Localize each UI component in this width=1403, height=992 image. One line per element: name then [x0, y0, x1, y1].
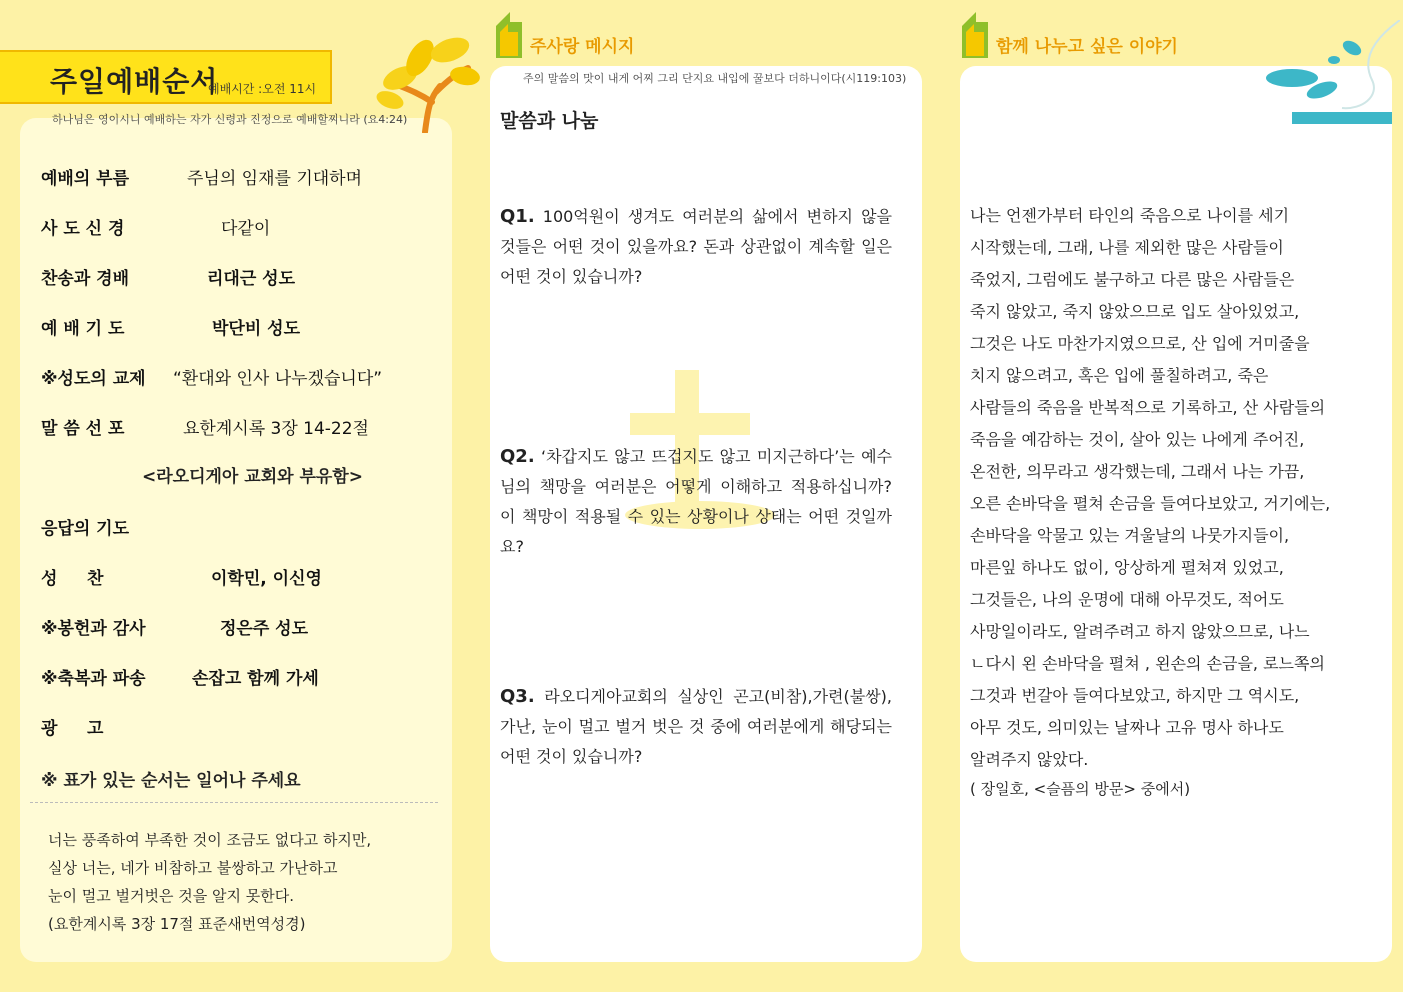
- order-label: ※축복과 파송: [41, 669, 146, 689]
- order-row-response: [41, 514, 129, 539]
- divider: [30, 802, 438, 803]
- essay-text: 나는 언젠가부터 타인의 죽음으로 나이를 세기 시작했는데, 그래, 나를 제외한 많은 사람들이 죽었지, 그럼에도 불구하고 다른 많은 사람들은 죽지 않았고, 죽지 않았으므로 입도 살아있었고, 그것은 나도 마찬가지였으므로, 산 입에 거미줄을 치지 않으려고, 혹은 입에 풀칠하려고, 죽은 사람들의 죽음을 반복적으로 기록하고, 산 사람들의 죽음을 예감하는 것이, 살아 있는 나에게 주어진, 온전한, 의무라고 생각했는데, 그래서 나는 가끔, 오른 손바닥을 펼쳐 손금을 들여다보았고, 거기에는, 손바닥을 악물고 있는 겨울날의 나뭇가지들이, 마른잎 하나도 없이, 앙상하게 펼쳐져 있었고, 그것들은, 나의 운명에 대해 아무것도, 적어도 사망일이라도, 알려주려고 하지 않았으므로, 나느 ㄴ다시 왼 손바닥을 펼쳐 , 왼손의 손금을, 로느쪽의 그것과 번갈아 들여다보았고, 하지만 그 역시도, 아무 것도, 의미있는 날짜나 고유 명사 하나도 알려주지 않았다.: [970, 206, 1331, 769]
- order-row-creed: [41, 214, 271, 239]
- order-row-communion: [41, 564, 322, 589]
- order-row-fellowship: [41, 364, 383, 389]
- order-row-praise: [41, 264, 296, 289]
- arrow-logo-icon: [958, 12, 992, 58]
- tree-icon: [370, 28, 480, 133]
- page-title: 주일예배순서: [50, 65, 219, 98]
- question-2: [500, 442, 892, 562]
- order-label: 성 찬: [41, 569, 104, 589]
- order-value: 손잡고 함께 가세: [192, 669, 319, 689]
- order-label: 말 씀 선 포: [41, 419, 125, 439]
- order-value: 주님의 임재를 기대하며: [187, 169, 363, 189]
- order-row-prayer: [41, 314, 301, 339]
- order-row-sermon: [41, 414, 369, 439]
- arrow-logo-icon: [492, 12, 526, 58]
- question-number: Q2.: [500, 446, 535, 467]
- order-row-call: [41, 164, 363, 189]
- message-verse: 주의 말씀의 맛이 내게 어찌 그리 단지요 내입에 꿀보다 더하니이다(시119:103): [523, 72, 907, 85]
- order-row-benediction: [41, 664, 319, 689]
- order-label: ※봉헌과 감사: [41, 619, 146, 639]
- order-label: ※성도의 교제: [41, 369, 146, 389]
- order-value: 이학민, 이신영: [211, 569, 322, 589]
- order-value: “환대와 인사 나누겠습니다”: [173, 369, 383, 389]
- order-value: 박단비 성도: [212, 319, 301, 339]
- order-label: 예배의 부름: [41, 169, 130, 189]
- order-value: 요한계시록 3장 14-22절: [183, 419, 369, 439]
- order-label: 찬송과 경배: [41, 269, 130, 289]
- question-1: [500, 202, 892, 292]
- service-time: 예배시간 :오전 11시: [208, 82, 317, 96]
- question-number: Q3.: [500, 686, 535, 707]
- essay-source: ( 장일호, <슬픔의 방문> 중에서): [970, 780, 1191, 798]
- sermon-title: <라오디게아 교회와 부유함>: [142, 467, 363, 487]
- order-label: 예 배 기 도: [41, 319, 125, 339]
- order-label: 응답의 기도: [41, 519, 130, 539]
- question-text: ‘차갑지도 않고 뜨겁지도 않고 미지근하다’는 예수님의 책망을 여러분은 어떻게 이해하고 적용하십니까? 이 책망이 적용될 수 있는 상황이나 상태는 어떤 것일까요?: [500, 447, 892, 556]
- question-3: [500, 682, 892, 772]
- bible-quote: 너는 풍족하여 부족한 것이 조금도 없다고 하지만, 실상 너는, 네가 비참하고 불쌍하고 가난하고 눈이 멀고 벌거벗은 것을 알지 못한다. (요한계시록 3장 17절 표준새번역성경): [48, 831, 372, 933]
- order-row-announcements: [41, 714, 103, 739]
- order-value: 다같이: [221, 219, 271, 239]
- order-row-offering: [41, 614, 309, 639]
- message-header: 주사랑 메시지: [530, 37, 635, 57]
- standing-note: ※ 표가 있는 순서는 일어나 주세요: [41, 771, 301, 791]
- question-number: Q1.: [500, 206, 535, 227]
- story-header: 함께 나누고 싶은 이야기: [996, 37, 1178, 57]
- question-text: 100억원이 생겨도 여러분의 삶에서 변하지 않을 것들은 어떤 것이 있을까요? 돈과 상관없이 계속할 일은 어떤 것이 있습니까?: [500, 207, 892, 286]
- order-value: 리대근 성도: [207, 269, 296, 289]
- order-value: 정은주 성도: [220, 619, 309, 639]
- order-label: 사 도 신 경: [41, 219, 125, 239]
- question-text: 라오디게아교회의 실상인 곤고(비참),가련(불쌍), 가난, 눈이 멀고 벌거 벗은 것 중에 여러분에게 해당되는 어떤 것이 있습니까?: [500, 687, 892, 766]
- message-heading: 말씀과 나눔: [500, 110, 599, 132]
- floral-swirl-icon: [1262, 20, 1400, 130]
- title-verse: 하나님은 영이시니 예배하는 자가 신령과 진정으로 예배할찌니라 (요4:24): [52, 113, 408, 126]
- order-label: 광 고: [41, 719, 104, 739]
